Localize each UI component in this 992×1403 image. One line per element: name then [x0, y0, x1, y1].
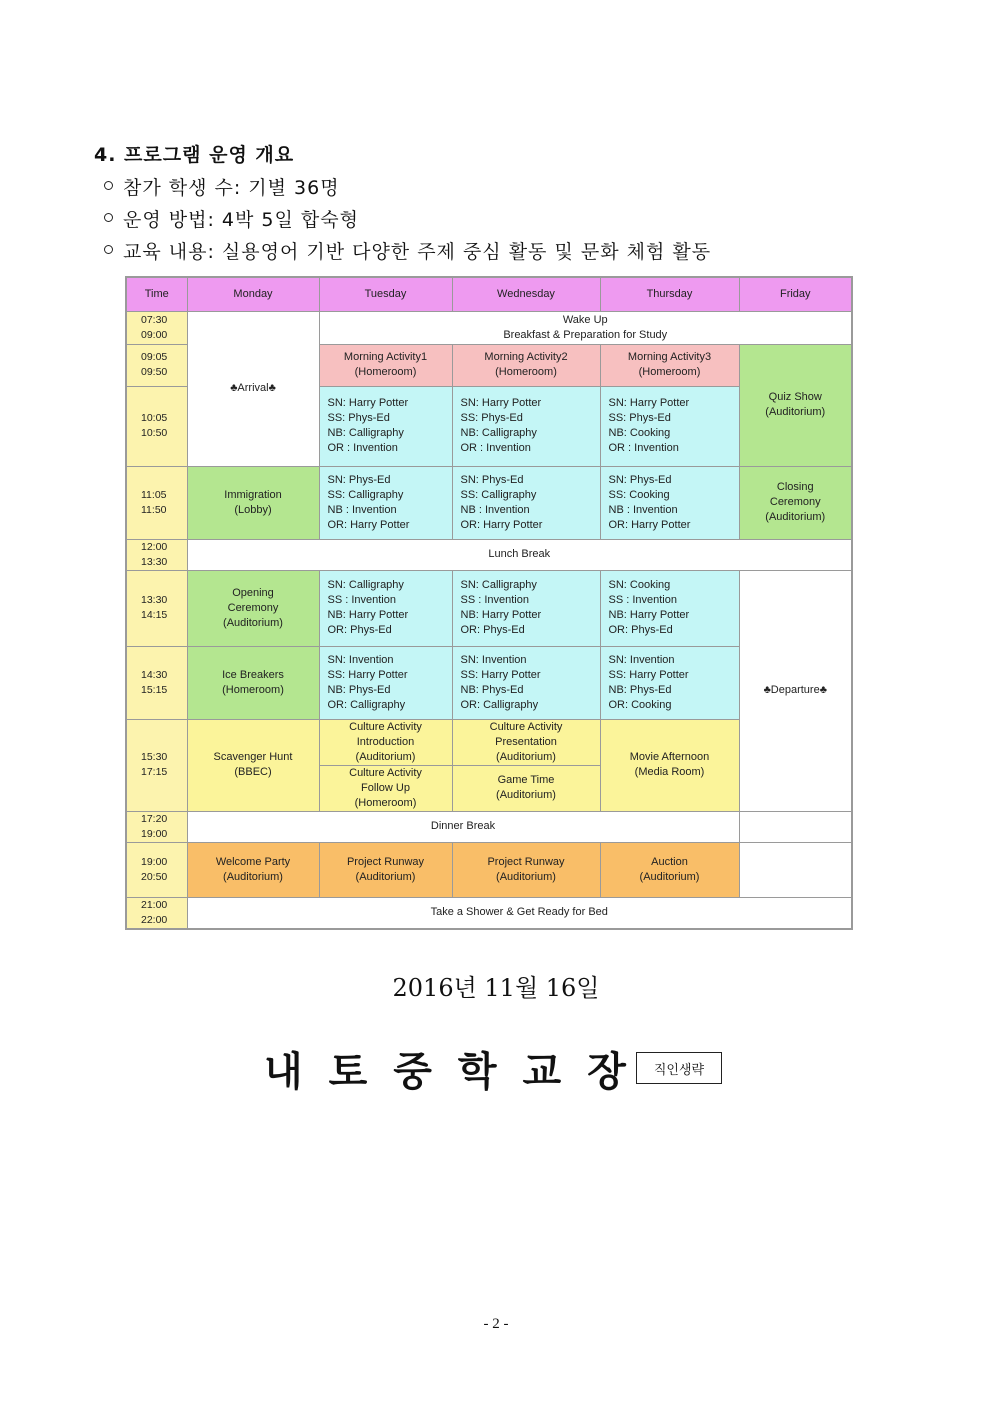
header-friday: Friday [739, 277, 852, 311]
quiz-show-cell: Quiz Show (Auditorium) [739, 344, 852, 466]
bullet-text: 운영 방법: 4박 5일 합숙형 [123, 209, 359, 231]
closing-ceremony-cell: Closing Ceremony (Auditorium) [739, 466, 852, 539]
time-cell: 15:30 17:15 [126, 719, 187, 811]
bullet-method [104, 205, 359, 232]
project-runway-cell: Project Runway (Auditorium) [319, 842, 452, 897]
circle-bullet-icon [104, 213, 113, 222]
header-tuesday: Tuesday [319, 277, 452, 311]
morning-activity-wednesday: Morning Activity2 (Homeroom) [452, 344, 600, 386]
header-monday: Monday [187, 277, 319, 311]
table-row [126, 570, 852, 646]
time-cell: 09:05 09:50 [126, 344, 187, 386]
scavenger-hunt-cell: Scavenger Hunt (BBEC) [187, 719, 319, 811]
schedule-table [125, 276, 853, 930]
time-cell: 12:00 13:30 [126, 539, 187, 570]
morning-activity-thursday: Morning Activity3 (Homeroom) [600, 344, 739, 386]
time-cell: 10:05 10:50 [126, 386, 187, 466]
header-thursday: Thursday [600, 277, 739, 311]
rotation-cell: SN: Harry Potter SS: Phys-Ed NB: Calligraphy OR : Invention [319, 386, 452, 466]
rotation-cell: SN: Invention SS: Harry Potter NB: Phys-Ed OR: Cooking [600, 646, 739, 719]
time-cell: 14:30 15:15 [126, 646, 187, 719]
rotation-cell: SN: Phys-Ed SS: Cooking NB : Invention OR: Harry Potter [600, 466, 739, 539]
bedtime-cell: Take a Shower & Get Ready for Bed [187, 897, 852, 929]
time-cell: 17:20 19:00 [126, 811, 187, 842]
table-row [126, 311, 852, 344]
rotation-cell: SN: Phys-Ed SS: Calligraphy NB : Invention OR: Harry Potter [452, 466, 600, 539]
table-header-row [126, 277, 852, 311]
arrival-cell: ♣Arrival♣ [187, 311, 319, 466]
table-row [126, 811, 852, 842]
auction-cell: Auction (Auditorium) [600, 842, 739, 897]
project-runway-cell: Project Runway (Auditorium) [452, 842, 600, 897]
opening-ceremony-cell: Opening Ceremony (Auditorium) [187, 570, 319, 646]
rotation-cell: SN: Calligraphy SS : Invention NB: Harry Potter OR: Phys-Ed [452, 570, 600, 646]
table-row [126, 897, 852, 929]
rotation-cell: SN: Phys-Ed SS: Calligraphy NB : Invention OR: Harry Potter [319, 466, 452, 539]
culture-follow-up-cell: Culture Activity Follow Up (Homeroom) [319, 765, 452, 811]
principal-signature: 내토중학교장 [264, 1049, 652, 1095]
movie-afternoon-cell: Movie Afternoon (Media Room) [600, 719, 739, 811]
time-cell: 19:00 20:50 [126, 842, 187, 897]
seal-omitted-box: 직인생략 [636, 1052, 722, 1084]
bullet-text: 참가 학생 수: 기별 36명 [123, 177, 340, 199]
time-cell: 13:30 14:15 [126, 570, 187, 646]
header-time: Time [126, 277, 187, 311]
rotation-cell: SN: Invention SS: Harry Potter NB: Phys-Ed OR: Calligraphy [452, 646, 600, 719]
bullet-text: 교육 내용: 실용영어 기반 다양한 주제 중심 활동 및 문화 체험 활동 [123, 241, 712, 263]
rotation-cell: SN: Harry Potter SS: Phys-Ed NB: Calligraphy OR : Invention [452, 386, 600, 466]
dinner-break-cell: Dinner Break [187, 811, 739, 842]
bullet-content [104, 237, 711, 264]
time-cell: 21:00 22:00 [126, 897, 187, 929]
rotation-cell: SN: Harry Potter SS: Phys-Ed NB: Cooking OR : Invention [600, 386, 739, 466]
table-row [126, 539, 852, 570]
time-cell: 11:05 11:50 [126, 466, 187, 539]
game-time-cell: Game Time (Auditorium) [452, 765, 600, 811]
section-heading: 4. 프로그램 운영 개요 [94, 144, 295, 166]
table-row [126, 466, 852, 539]
time-cell: 07:30 09:00 [126, 311, 187, 344]
table-row [126, 842, 852, 897]
immigration-cell: Immigration (Lobby) [187, 466, 319, 539]
rotation-cell: SN: Cooking SS : Invention NB: Harry Potter OR: Phys-Ed [600, 570, 739, 646]
morning-activity-tuesday: Morning Activity1 (Homeroom) [319, 344, 452, 386]
page-number: - 2 - [483, 1316, 509, 1332]
culture-intro-cell: Culture Activity Introduction (Auditorium) [319, 719, 452, 765]
empty-cell [739, 842, 852, 897]
departure-cell: ♣Departure♣ [739, 570, 852, 811]
ice-breakers-cell: Ice Breakers (Homeroom) [187, 646, 319, 719]
circle-bullet-icon [104, 245, 113, 254]
wake-up-cell: Wake Up Breakfast & Preparation for Study [319, 311, 852, 344]
document-date: 2016년 11월 16일 [392, 974, 600, 1002]
lunch-break-cell: Lunch Break [187, 539, 852, 570]
header-wednesday: Wednesday [452, 277, 600, 311]
bullet-participants [104, 173, 340, 200]
rotation-cell: SN: Calligraphy SS : Invention NB: Harry Potter OR: Phys-Ed [319, 570, 452, 646]
welcome-party-cell: Welcome Party (Auditorium) [187, 842, 319, 897]
circle-bullet-icon [104, 181, 113, 190]
rotation-cell: SN: Invention SS: Harry Potter NB: Phys-Ed OR: Calligraphy [319, 646, 452, 719]
culture-presentation-cell: Culture Activity Presentation (Auditorium) [452, 719, 600, 765]
